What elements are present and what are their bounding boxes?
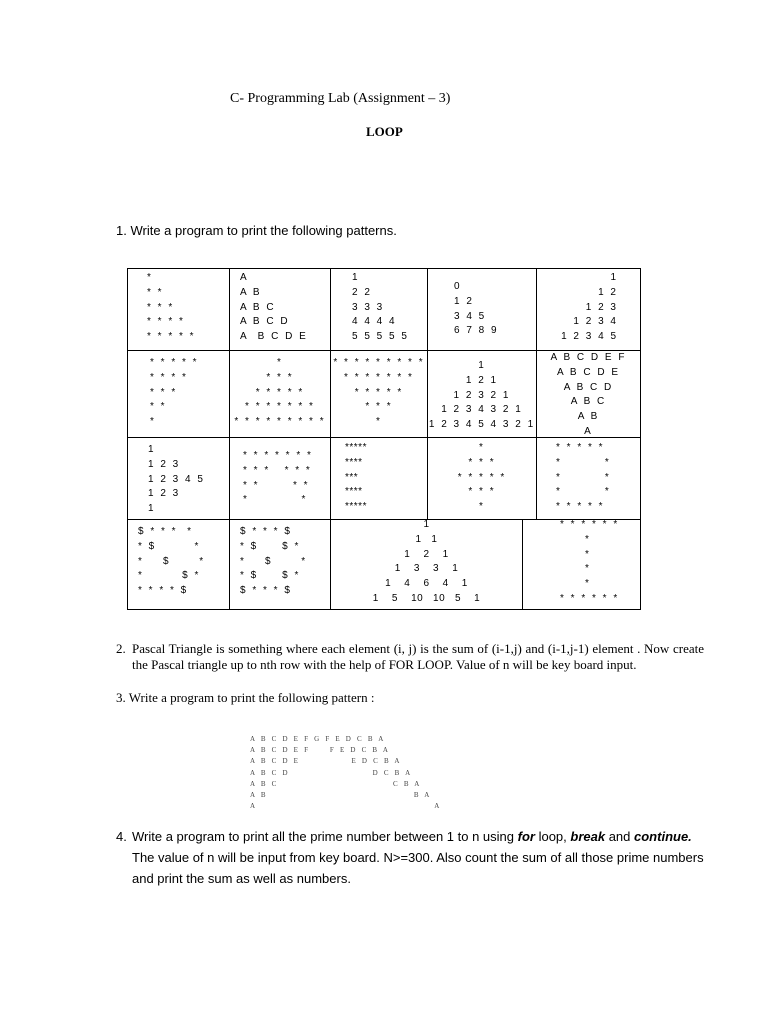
pattern-right-aligned-numbers: 1 1 2 1 2 3 1 2 3 4 1 2 3 4 5 <box>561 272 618 343</box>
question-4-number: 4. <box>116 829 127 844</box>
z-line-1: * * * * * * * * * * * * * * * * <box>560 519 620 604</box>
question-1-text: Write a program to print the following patterns. <box>130 223 397 238</box>
question-4-text <box>132 826 706 889</box>
pattern-hollow-inverted-triangle: * * * * * * * * * * * * * * * * * * * <box>243 450 313 506</box>
pattern-repeated-numbers: 1 2 2 3 3 3 4 4 4 4 5 5 5 5 5 <box>352 272 409 343</box>
pattern-inverted-star-pyramid: * * * * * * * * * * * * * * * * * * * * * * * * * <box>333 357 425 428</box>
pattern-counting-numbers: 0 1 2 3 4 5 6 7 8 9 <box>454 281 499 337</box>
pattern-z-shape <box>560 518 620 607</box>
question-1-number: 1. <box>116 223 127 238</box>
question-3-text: Write a program to print the following pattern : <box>128 690 375 705</box>
q4-keyword-break: break <box>570 829 606 844</box>
pattern-star-pyramid: * * * * * * * * * * * * * * * * * * * * * * * * * <box>234 357 326 428</box>
pattern-alphabet-triangle: A A B A B C A B C D A B C D E <box>240 272 308 343</box>
q4-keyword-for: for <box>517 829 535 844</box>
question-2-text: Pascal Triangle is something where each element (i, j) is the sum of (i-1,j) and (i-1,j-1) element . Now create the Pascal triangle up to nth row with the help of FOR LOOP. Value of n will be key board input. <box>132 641 704 672</box>
pattern-inverted-stars: * * * * * * * * * * * * * * * <box>150 357 199 428</box>
pattern-number-diamond-half: 1 1 2 3 1 2 3 4 5 1 2 3 1 <box>148 444 205 515</box>
q4-text-part-1: Write a program to print all the prime number between 1 to n using <box>132 829 518 844</box>
pattern-dollar-diagonal: $ * * * * * $ * * $ * * $ * * * * * $ <box>138 526 206 597</box>
question-2-number: 2. <box>116 641 126 656</box>
pattern-dollar-cross: $ * * * $ * $ $ * * $ * * $ $ * $ * * * $ <box>240 526 308 597</box>
q4-keyword-continue: continue. <box>634 829 692 844</box>
q4-text-part-4: The value of n will be input from key board. N>=300. Also count the sum of all those prime numbers and print the sum as well as numbers. <box>132 850 704 886</box>
pattern-star-diamond: * * * * * * * * * * * * * <box>457 442 507 513</box>
pattern-number-pyramid: 1 1 2 1 1 2 3 2 1 1 2 3 4 3 2 1 1 2 3 4 5 4 3 2 1 <box>428 360 536 431</box>
pattern-stars-triangle: * * * * * * * * * * * * * * * <box>147 272 196 343</box>
question-3 <box>116 690 374 706</box>
pattern-star-hourglass: ***** **** *** **** ***** <box>345 442 367 513</box>
pattern-pascal-triangle: 1 1 1 1 2 1 1 3 3 1 1 4 6 4 1 1 5 10 10 5 1 <box>372 519 481 604</box>
question-4 <box>116 826 706 889</box>
page-subtitle: LOOP <box>366 124 403 139</box>
page-title: C- Programming Lab (Assignment – 3) <box>230 91 451 106</box>
q4-text-part-2: loop, <box>534 829 571 844</box>
pattern-inverted-alphabet-pyramid: A B C D E F A B C D E A B C D A B C A B A <box>550 352 627 437</box>
question-3-number: 3. <box>116 690 126 705</box>
pattern-alphabet-mirror: A B C D E F G F E D C B A A B C D E F F E D C B A A B C D E E D C B A A B C D D C B A A B C C B A A B B A A A <box>250 735 442 811</box>
pattern-hollow-square: * * * * * * * * * * * * * * * * <box>556 442 611 513</box>
question-2 <box>116 641 704 673</box>
q4-text-part-3: and <box>605 829 635 844</box>
